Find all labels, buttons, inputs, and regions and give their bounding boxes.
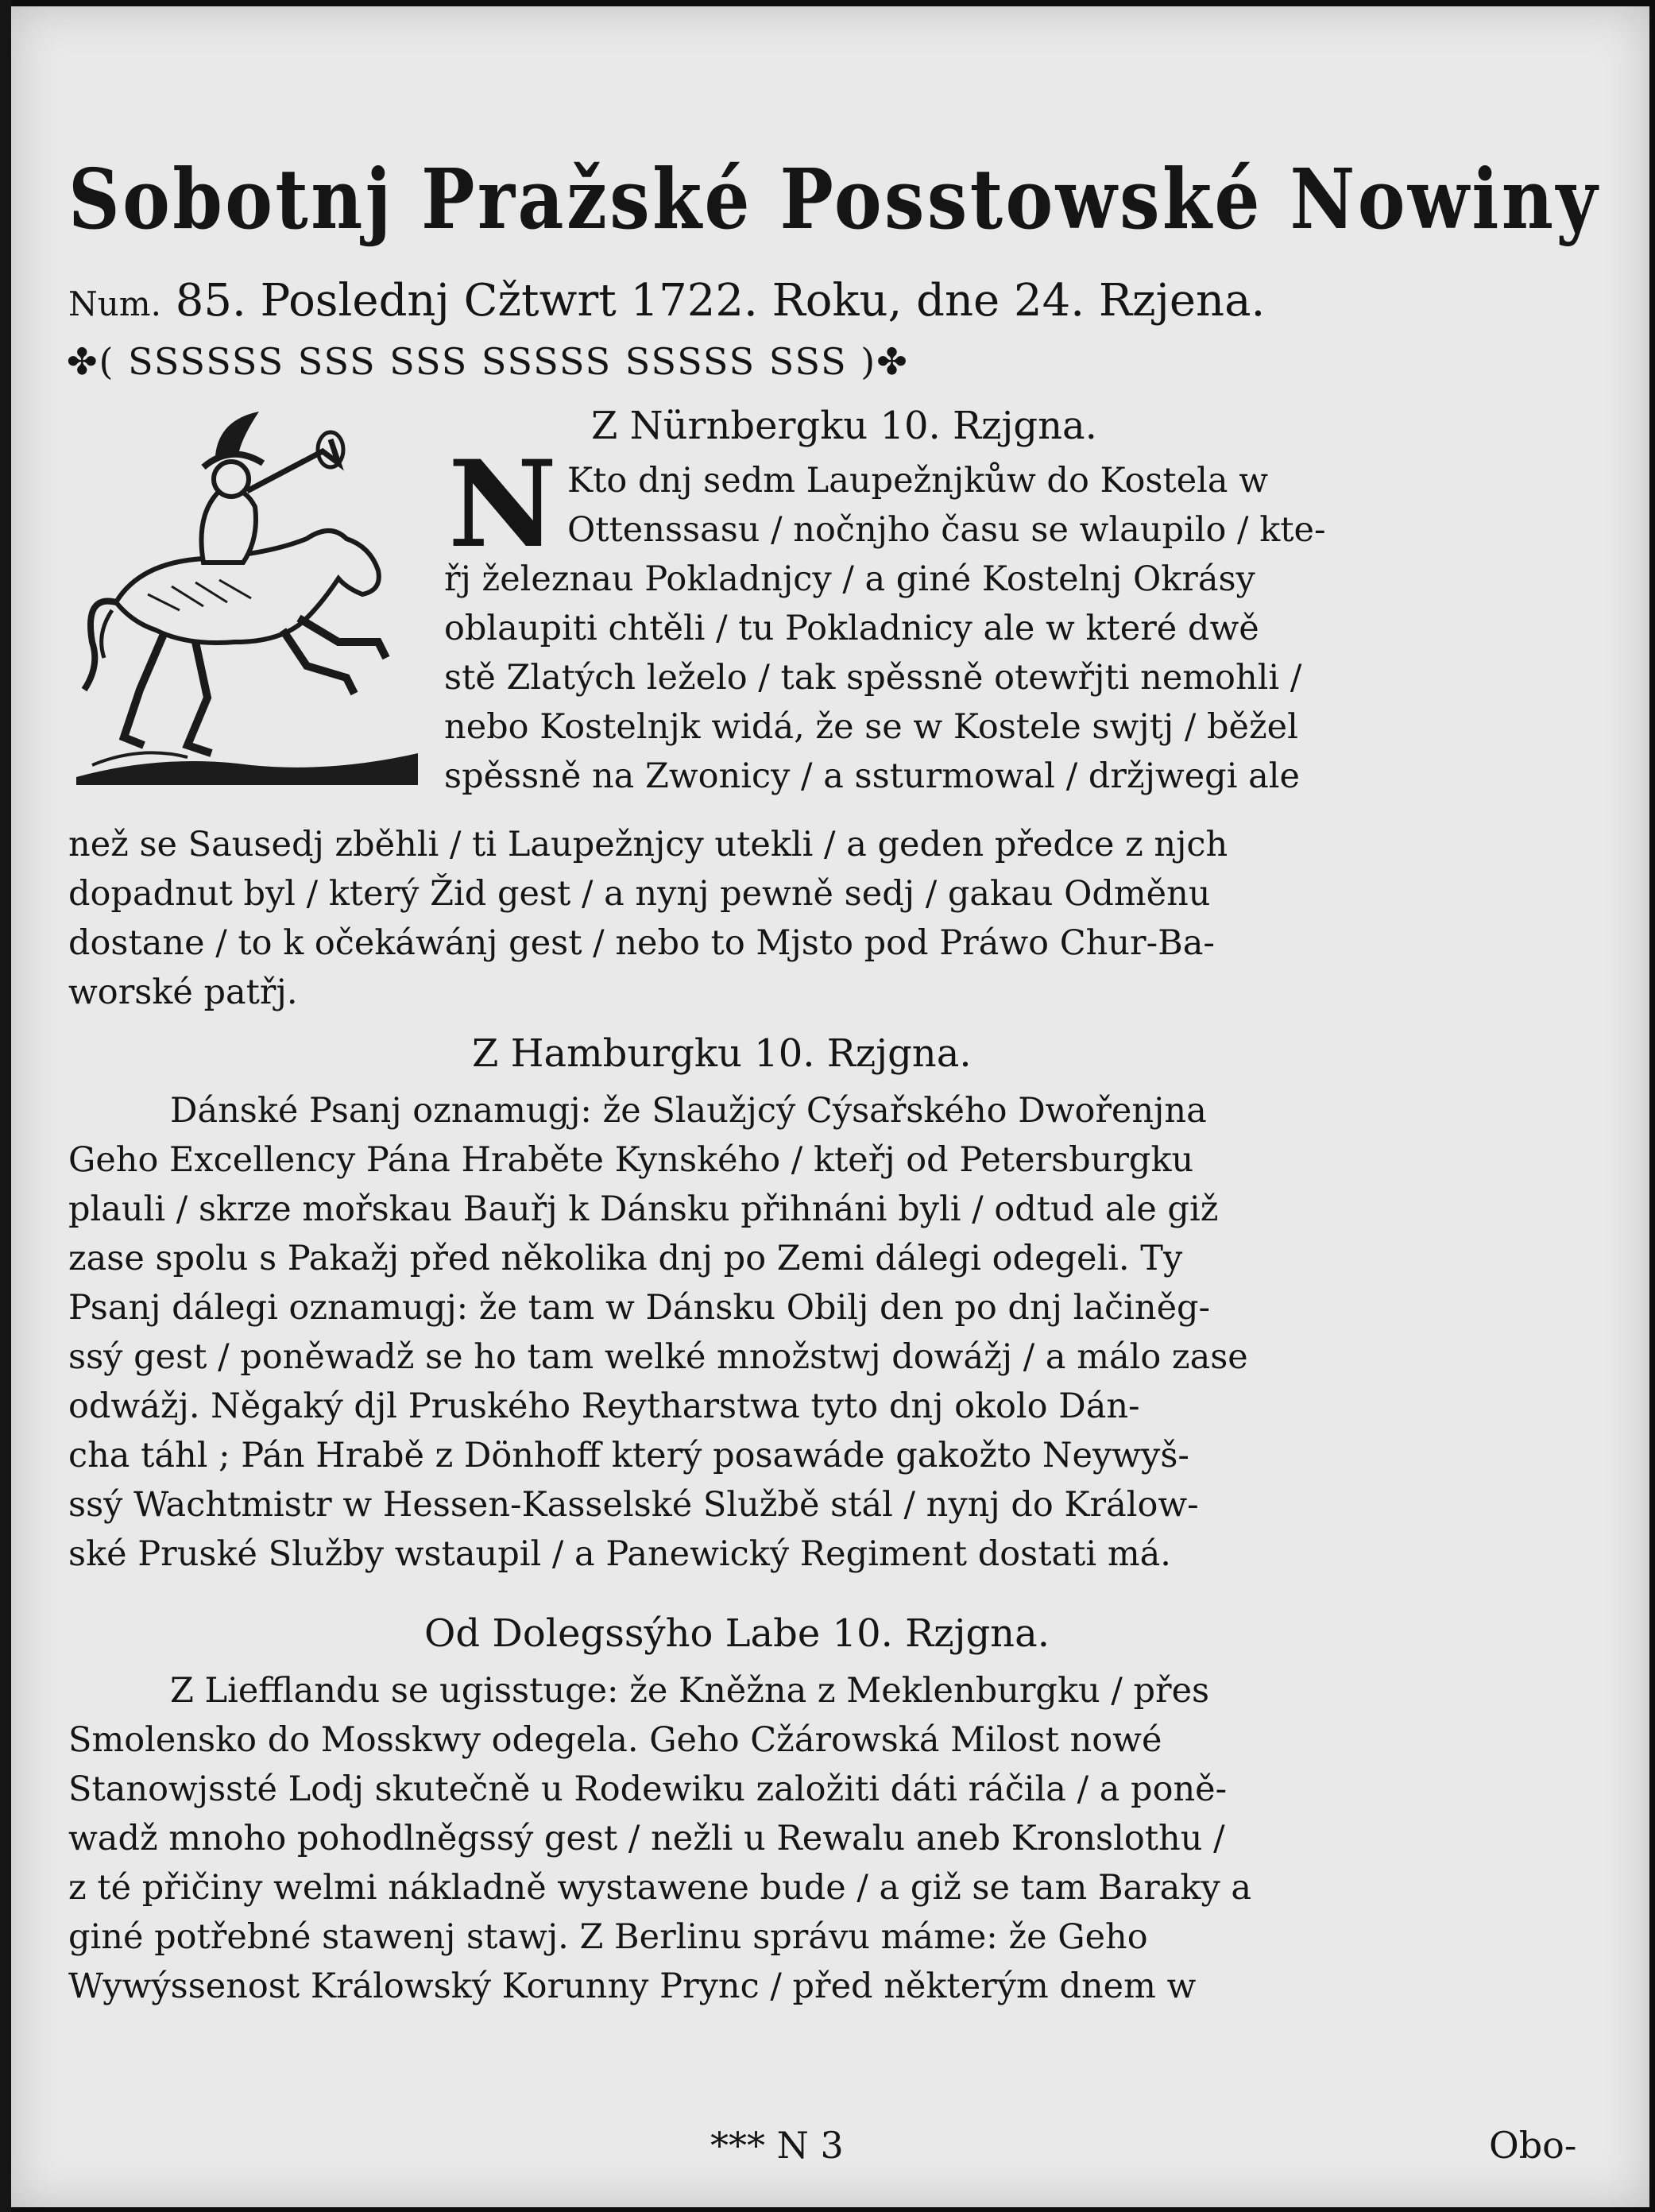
article-line: z té přičiny welmi nákladně wystawene bude / a giž se tam Baraky a: [68, 1868, 1252, 1908]
article-line: Ottenssasu / nočnjho času se wlaupilo / kte-: [567, 510, 1326, 550]
article-line: plauli / skrze mořskau Bauřj k Dánsku přihnáni byli / odtud ale giž: [68, 1189, 1219, 1229]
article-line: giné potřebné stawenj stawj. Z Berlinu správu máme: že Geho: [68, 1917, 1148, 1957]
article-line: Dánské Psanj oznamugj: že Slaužjcý Cýsařského Dwořenjna: [170, 1091, 1207, 1131]
newspaper-page: [11, 6, 1649, 2207]
article-line: Stanowjssté Lodj skutečně u Rodewiku založiti dáti ráčila / a poně-: [68, 1769, 1228, 1809]
article-line: spěssně na Zwonicy / a ssturmowal / držjwegi ale: [444, 756, 1300, 796]
drop-cap-initial: N: [448, 435, 558, 574]
article-line: Geho Excellency Pána Hraběte Kynského / kteřj od Petersburgku: [68, 1140, 1194, 1180]
issue-num-label: Num.: [68, 284, 161, 323]
dateline-nurnberg: Z Nürnbergku 10. Rzjgna.: [591, 404, 1097, 448]
article-line: ssý Wachtmistr w Hessen-Kasselské Službě stál / nynj do Králow-: [68, 1485, 1199, 1525]
article-line: cha táhl ; Pán Hrabě z Dönhoff který posawáde gakožto Neywyš-: [68, 1436, 1189, 1475]
article-line: než se Sausedj zběhli / ti Laupežnjcy utekli / a geden předce z njch: [68, 825, 1228, 864]
article-line: řj železnau Pokladnjcy / a giné Kostelnj Okrásy: [444, 559, 1255, 599]
issue-date-text: 85. Poslednj Cžtwrt 1722. Roku, dne 24. Rzjena.: [175, 275, 1266, 327]
article-line: ské Pruské Služby wstaupil / a Panewický Regiment dostati má.: [68, 1534, 1171, 1574]
article-line: dostane / to k očekáwánj gest / nebo to Mjsto pod Práwo Chur-Ba-: [68, 923, 1215, 963]
article-line: nebo Kostelnjk widá, že se w Kostele swjtj / běžel: [444, 707, 1298, 747]
article-line: Kto dnj sedm Laupežnjkůw do Kostela w: [567, 461, 1269, 501]
masthead-title: Sobotnj Pražské Posstowské Nowiny: [68, 150, 1600, 248]
article-line: oblaupiti chtěli / tu Pokladnicy ale w které dwě: [444, 609, 1259, 648]
article-line: stě Zlatých leželo / tak spěssně otewřjti nemohli /: [444, 658, 1302, 698]
catchword: Obo-: [1489, 2124, 1577, 2167]
book-spine-edge: [0, 0, 11, 2212]
article-line: worské patřj.: [68, 973, 298, 1012]
article-line: wadž mnoho pohodlněgssý gest / nežli u Rewalu aneb Kronslothu /: [68, 1819, 1225, 1858]
dateline-lower-elbe: Od Dolegssýho Labe 10. Rzjgna.: [424, 1611, 1050, 1656]
issue-line: [68, 276, 1403, 326]
ornament-rule: ✤( SSSSSS SSS SSS SSSSS SSSSS SSS )✤: [67, 340, 909, 383]
signature-mark: *** N 3: [710, 2124, 844, 2167]
article-line: Smolensko do Mosskwy odegela. Geho Cžárowská Milost nowé: [68, 1720, 1162, 1760]
article-line: Wywýssenost Králowský Korunny Prync / před některým dnem w: [68, 1966, 1197, 2006]
dateline-hamburg: Z Hamburgku 10. Rzjgna.: [472, 1031, 972, 1076]
horseman-woodcut-image: [68, 404, 434, 793]
article-line: odwážj. Něgaký djl Pruského Reytharstwa tyto dnj okolo Dán-: [68, 1386, 1140, 1426]
article-line: zase spolu s Pakažj před několika dnj po Zemi dálegi odegeli. Ty: [68, 1239, 1183, 1278]
article-line: Z Liefflandu se ugisstuge: že Kněžna z Meklenburgku / přes: [170, 1671, 1210, 1711]
article-line: dopadnut byl / který Žid gest / a nynj pewně sedj / gakau Odměnu: [68, 874, 1211, 914]
article-line: Psanj dálegi oznamugj: že tam w Dánsku Obilj den po dnj lačiněg-: [68, 1288, 1211, 1328]
article-line: ssý gest / poněwadž se ho tam welké množstwj dowážj / a málo zase: [68, 1337, 1248, 1377]
